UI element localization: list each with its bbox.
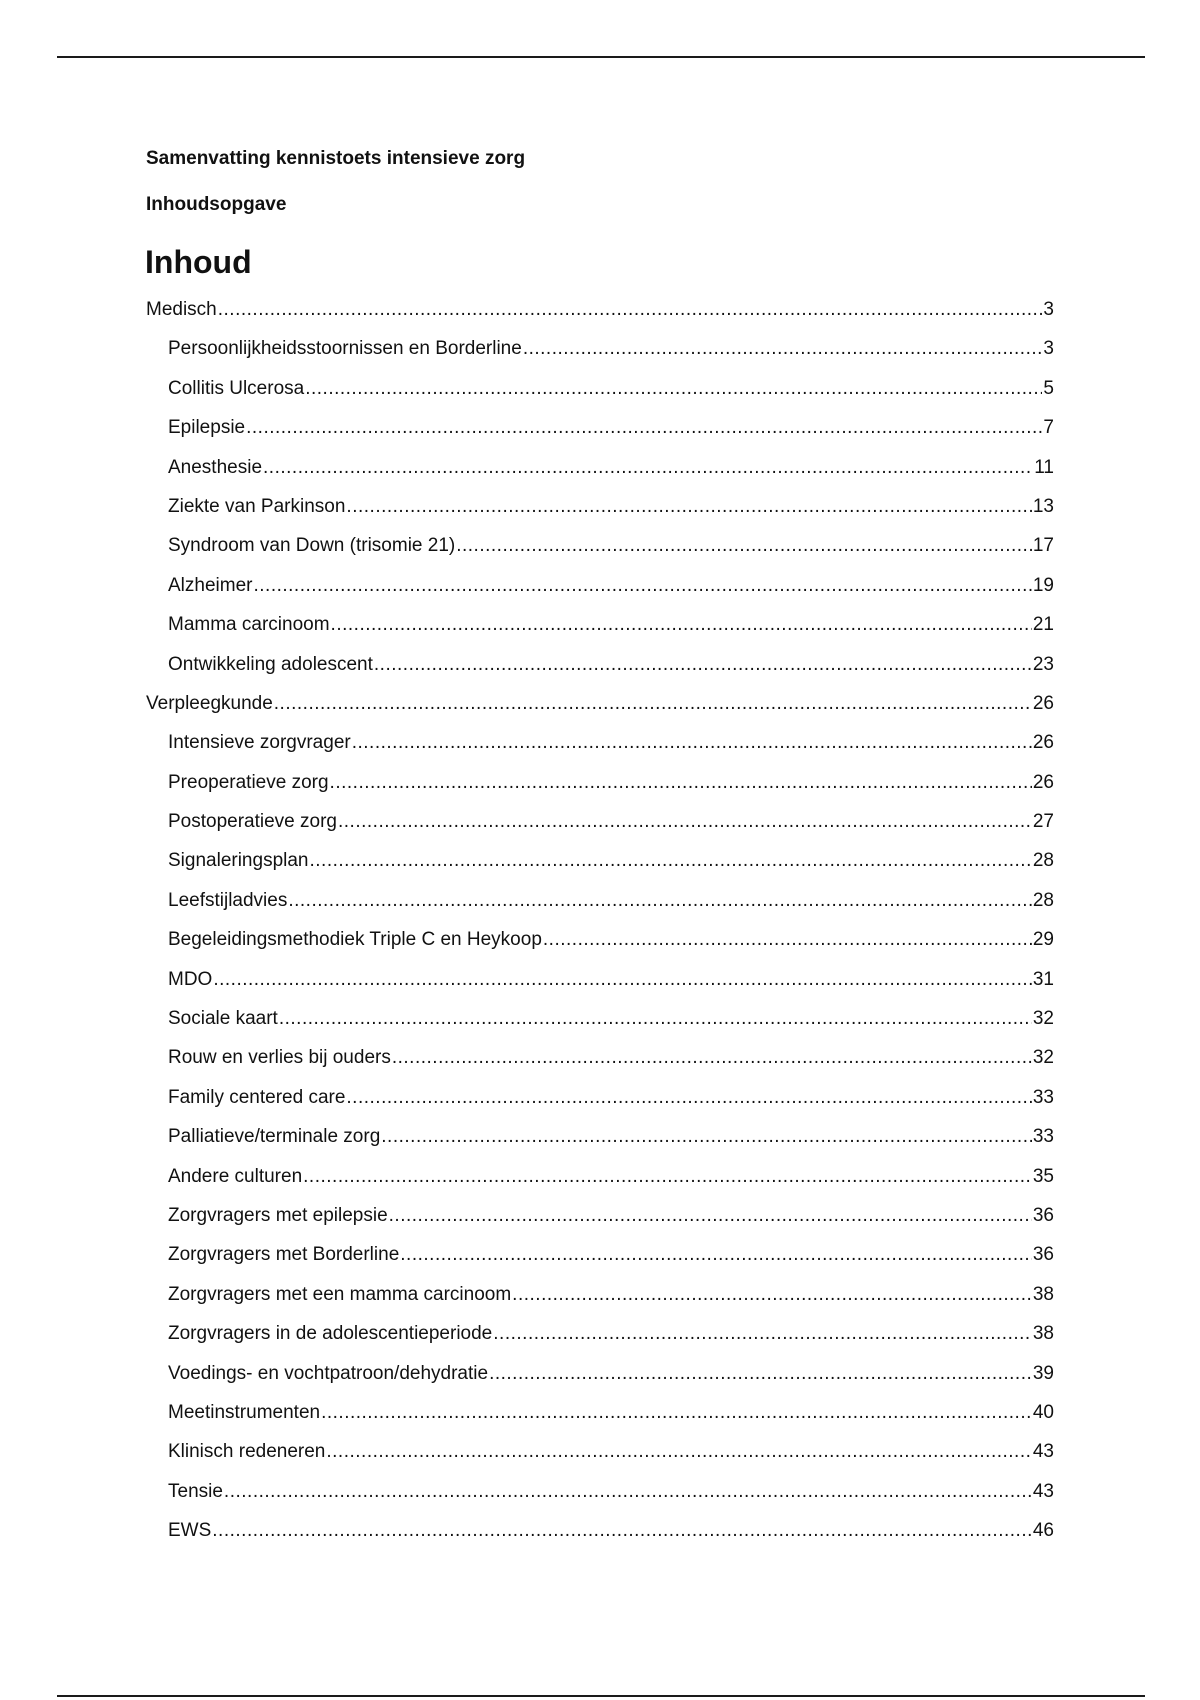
header-rule: [57, 56, 1145, 58]
toc-dot-leader: [288, 887, 1032, 915]
toc-subsection-entry[interactable]: [146, 1281, 1054, 1320]
toc-subsection-entry[interactable]: [146, 769, 1054, 808]
toc-entry-label: Palliatieve/terminale zorg: [168, 1126, 381, 1148]
toc-entry-page-number: 17: [1032, 535, 1054, 557]
toc-entry-label: Zorgvragers met een mamma carcinoom: [168, 1283, 512, 1305]
toc-subsection-entry[interactable]: [146, 887, 1054, 926]
toc-entry-page-number: 38: [1032, 1283, 1054, 1305]
toc-entry-page-number: 11: [1034, 456, 1054, 478]
toc-dot-leader: [274, 690, 1032, 718]
toc-subsection-entry[interactable]: [146, 729, 1054, 768]
toc-entry-page-number: 21: [1032, 614, 1054, 636]
toc-subsection-entry[interactable]: [146, 1478, 1054, 1517]
toc-heading: Inhoud: [145, 244, 252, 280]
toc-entry-page-number: 32: [1032, 1008, 1054, 1030]
toc-subsection-entry[interactable]: [146, 1320, 1054, 1359]
toc-dot-leader: [389, 1202, 1032, 1230]
toc-dot-leader: [263, 454, 1033, 482]
toc-subsection-entry[interactable]: [146, 1163, 1054, 1202]
toc-entry-label: Anesthesie: [168, 456, 263, 478]
toc-entry-label: Epilepsie: [168, 417, 246, 439]
toc-entry-label: Mamma carcinoom: [168, 614, 330, 636]
toc-entry-page-number: 3: [1043, 338, 1054, 360]
toc-entry-label: Medisch: [146, 299, 217, 320]
toc-dot-leader: [213, 966, 1032, 994]
toc-subsection-entry[interactable]: [146, 1005, 1054, 1044]
toc-entry-label: Zorgvragers met Borderline: [168, 1244, 400, 1266]
toc-dot-leader: [338, 808, 1032, 836]
footer-rule: [57, 1695, 1145, 1697]
toc-entry-page-number: 39: [1032, 1362, 1054, 1384]
toc-entry-page-number: 28: [1032, 850, 1054, 872]
toc-entry-label: Zorgvragers met epilepsie: [168, 1204, 388, 1226]
toc-subsection-entry[interactable]: [146, 493, 1054, 532]
toc-dot-leader: [374, 651, 1032, 679]
toc-entry-label: Ontwikkeling adolescent: [168, 653, 373, 675]
toc-dot-leader: [246, 414, 1042, 442]
toc-entry-label: Meetinstrumenten: [168, 1401, 321, 1423]
toc-dot-leader: [218, 296, 1043, 324]
toc-dot-leader: [331, 611, 1032, 639]
document-title: Samenvatting kennistoets intensieve zorg: [146, 148, 526, 169]
table-of-contents: [146, 296, 1054, 1557]
toc-entry-page-number: 3: [1043, 299, 1054, 320]
toc-dot-leader: [303, 1163, 1032, 1191]
toc-dot-leader: [321, 1399, 1032, 1427]
toc-entry-page-number: 28: [1032, 889, 1054, 911]
toc-entry-label: Zorgvragers in de adolescentieperiode: [168, 1323, 493, 1345]
toc-entry-label: Intensieve zorgvrager: [168, 732, 351, 754]
toc-subsection-entry[interactable]: [146, 1399, 1054, 1438]
toc-subsection-entry[interactable]: [146, 1123, 1054, 1162]
toc-dot-leader: [543, 926, 1032, 954]
toc-subsection-entry[interactable]: [146, 611, 1054, 650]
toc-dot-leader: [512, 1281, 1032, 1309]
toc-entry-page-number: 33: [1032, 1126, 1054, 1148]
toc-dot-leader: [224, 1478, 1032, 1506]
toc-entry-label: MDO: [168, 968, 213, 990]
toc-section-entry[interactable]: [146, 296, 1054, 335]
toc-dot-leader: [489, 1360, 1032, 1388]
toc-dot-leader: [493, 1320, 1032, 1348]
toc-dot-leader: [330, 769, 1032, 797]
toc-dot-leader: [305, 375, 1042, 403]
toc-entry-label: Collitis Ulcerosa: [168, 377, 305, 399]
toc-entry-label: Signaleringsplan: [168, 850, 309, 872]
toc-entry-page-number: 38: [1032, 1323, 1054, 1345]
toc-subsection-entry[interactable]: [146, 1241, 1054, 1280]
toc-entry-page-number: 46: [1032, 1520, 1054, 1542]
toc-subsection-entry[interactable]: [146, 335, 1054, 374]
toc-subsection-entry[interactable]: [146, 1202, 1054, 1241]
toc-entry-page-number: 36: [1032, 1244, 1054, 1266]
toc-subsection-entry[interactable]: [146, 532, 1054, 571]
toc-subsection-entry[interactable]: [146, 926, 1054, 965]
toc-entry-label: Persoonlijkheidsstoornissen en Borderline: [168, 338, 522, 360]
toc-entry-label: Verpleegkunde: [146, 692, 273, 714]
toc-entry-page-number: 35: [1032, 1165, 1054, 1187]
toc-entry-label: Tensie: [168, 1480, 223, 1502]
toc-subsection-entry[interactable]: [146, 1360, 1054, 1399]
toc-entry-page-number: 26: [1032, 692, 1054, 714]
toc-entry-label: Postoperatieve zorg: [168, 811, 337, 833]
toc-entry-page-number: 33: [1032, 1086, 1054, 1108]
toc-entry-label: Leefstijladvies: [168, 889, 288, 911]
toc-subsection-entry[interactable]: [146, 572, 1054, 611]
toc-subsection-entry[interactable]: [146, 808, 1054, 847]
toc-entry-label: Preoperatieve zorg: [168, 771, 329, 793]
toc-subsection-entry[interactable]: [146, 1084, 1054, 1123]
toc-entry-label: Family centered care: [168, 1086, 346, 1108]
toc-entry-page-number: 43: [1032, 1441, 1054, 1463]
toc-entry-label: EWS: [168, 1520, 212, 1542]
toc-dot-leader: [212, 1517, 1032, 1545]
toc-dot-leader: [310, 847, 1032, 875]
toc-entry-label: Voedings- en vochtpatroon/dehydratie: [168, 1362, 489, 1384]
toc-dot-leader: [456, 532, 1032, 560]
toc-dot-leader: [326, 1438, 1031, 1466]
toc-entry-label: Syndroom van Down (trisomie 21): [168, 535, 456, 557]
toc-entry-label: Ziekte van Parkinson: [168, 495, 346, 517]
toc-subsection-entry[interactable]: [146, 1438, 1054, 1477]
toc-subsection-entry[interactable]: [146, 375, 1054, 414]
toc-dot-leader: [392, 1044, 1032, 1072]
toc-section-entry[interactable]: [146, 690, 1054, 729]
toc-subsection-entry[interactable]: [146, 1517, 1054, 1556]
toc-subsection-entry[interactable]: [146, 847, 1054, 886]
toc-entry-page-number: 27: [1032, 811, 1054, 833]
toc-dot-leader: [352, 729, 1032, 757]
toc-entry-label: Begeleidingsmethodiek Triple C en Heykoop: [168, 929, 542, 951]
toc-subsection-entry[interactable]: [146, 454, 1054, 493]
toc-entry-page-number: 5: [1043, 377, 1054, 399]
toc-entry-page-number: 7: [1043, 417, 1054, 439]
toc-entry-label: Rouw en verlies bij ouders: [168, 1047, 391, 1069]
toc-entry-page-number: 32: [1032, 1047, 1054, 1069]
toc-dot-leader: [400, 1241, 1032, 1269]
toc-entry-page-number: 13: [1032, 495, 1054, 517]
toc-subsection-entry[interactable]: [146, 651, 1054, 690]
toc-entry-page-number: 19: [1032, 574, 1054, 596]
toc-entry-page-number: 26: [1032, 771, 1054, 793]
toc-entry-page-number: 29: [1032, 929, 1054, 951]
toc-dot-leader: [253, 572, 1031, 600]
toc-entry-page-number: 31: [1032, 968, 1054, 990]
toc-dot-leader: [381, 1123, 1032, 1151]
toc-entry-page-number: 26: [1032, 732, 1054, 754]
toc-entry-page-number: 43: [1032, 1480, 1054, 1502]
toc-subsection-entry[interactable]: [146, 966, 1054, 1005]
toc-entry-label: Sociale kaart: [168, 1008, 278, 1030]
toc-dot-leader: [346, 1084, 1031, 1112]
toc-dot-leader: [279, 1005, 1032, 1033]
toc-entry-label: Klinisch redeneren: [168, 1441, 326, 1463]
toc-entry-label: Andere culturen: [168, 1165, 303, 1187]
document-subtitle: Inhoudsopgave: [146, 194, 287, 215]
toc-entry-page-number: 36: [1032, 1204, 1054, 1226]
toc-subsection-entry[interactable]: [146, 1044, 1054, 1083]
toc-entry-label: Alzheimer: [168, 574, 253, 596]
toc-subsection-entry[interactable]: [146, 414, 1054, 453]
toc-entry-page-number: 40: [1032, 1401, 1054, 1423]
toc-dot-leader: [346, 493, 1031, 521]
toc-dot-leader: [523, 335, 1043, 363]
toc-entry-page-number: 23: [1032, 653, 1054, 675]
